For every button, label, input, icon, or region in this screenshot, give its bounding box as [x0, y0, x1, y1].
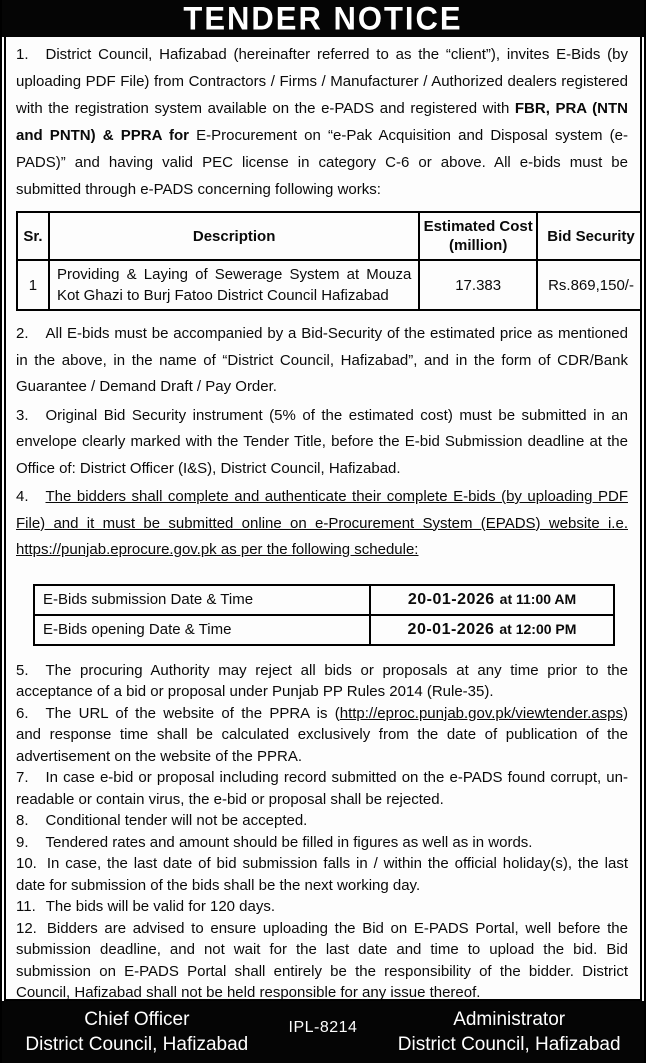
paragraph-3-text: Original Bid Security instrument (5% of the estimated cost) must be submitted in an envelope clearly marked with the Tender Title, before the E-bid Submission deadline at the Office of: District Officer (I&S), District Council, Hafizabad.	[16, 406, 628, 477]
opening-time: at 12:00 PM	[499, 620, 577, 637]
schedule-table	[33, 584, 615, 646]
paragraph-7-text: In case e-bid or proposal including record submitted on the e-PADS found corrupt, un-readable or contain virus, the e-bid or proposal shall be rejected.	[16, 769, 628, 808]
paragraph-9-number: 9.	[16, 833, 29, 851]
ppra-url-link: http://eproc.punjab.gov.pk/viewtender.asps	[339, 704, 623, 722]
opening-date: 20-01-2026	[407, 620, 495, 638]
schedule-submission-value	[370, 585, 614, 615]
paragraph-6-text: ) and response time shall be calculated exclusively from the date of publication of the advertisement on the website of the PPRA.	[16, 704, 628, 765]
paragraph-12-number: 12.	[16, 919, 37, 937]
footer-ipl-code: IPL-8214	[288, 1019, 358, 1036]
paragraph-1-text-bold: FBR, PRA (NTN and PNTN) & PPRA for	[16, 100, 628, 144]
paragraph-8	[16, 810, 628, 832]
paragraph-9	[16, 832, 628, 854]
works-header-sr: Sr.	[17, 212, 49, 260]
paragraph-4-text: The bidders shall complete and authenticate their complete E-bids (by uploading PDF File) and it must be submitted online on e-Procurement System (EPADS) website i.e. https://punjab.eprocure.gov.pk as per the following schedule:	[16, 488, 628, 558]
works-cell-sr: 1	[17, 260, 49, 310]
paragraph-1	[16, 41, 628, 203]
paragraph-4-number: 4.	[16, 488, 29, 505]
paragraph-6	[16, 703, 628, 768]
schedule-submission-label: E-Bids submission Date & Time	[34, 585, 370, 615]
paragraph-8-text: Conditional tender will not be accepted.	[45, 812, 308, 829]
paragraph-2	[16, 321, 628, 401]
footer-right-title: Administrator	[453, 1009, 566, 1030]
title-bar	[2, 0, 644, 37]
paragraph-10	[16, 853, 628, 896]
works-table-header-row	[17, 212, 642, 260]
works-cell-security: Rs.869,150/-	[537, 260, 642, 310]
paragraph-2-text: All E-bids must be accompanied by a Bid-Security of the estimated price as mentioned in the above, in the name of “District Council, Hafizabad”, and in the form of CDR/Bank Guarantee / Demand Draft / Pay Order.	[16, 325, 628, 395]
paragraph-1-number: 1.	[16, 46, 29, 63]
works-header-cost: Estimated Cost (million)	[419, 212, 537, 260]
paragraph-6-text: The URL of the website of the PPRA is (	[45, 704, 340, 722]
paragraph-8-number: 8.	[16, 812, 29, 829]
footer-signatory-left	[2, 1007, 272, 1057]
paragraph-3-number: 3.	[16, 406, 29, 424]
paragraph-4	[16, 484, 628, 564]
paragraph-10-number: 10.	[16, 855, 37, 872]
paragraph-7	[16, 767, 628, 810]
paragraph-12	[16, 918, 628, 1002]
works-table	[16, 211, 642, 311]
paragraph-11	[16, 896, 628, 918]
paragraph-5-number: 5.	[16, 661, 29, 679]
paragraph-6-number: 6.	[16, 704, 29, 722]
schedule-row-opening	[34, 615, 614, 645]
paragraph-1-text: District Council, Hafizabad (hereinafter referred to as the “client”), invites E-Bids (by uploading PDF File) from Contractors / Firms / Manufacturer / Authorized dealers registered with the registration system available on the e-PADS and registered with	[16, 46, 628, 117]
notice-body	[4, 37, 642, 1001]
schedule-row-submission	[34, 585, 614, 615]
paragraph-10-text: In case, the last date of bid submission falls in / within the official holiday(s), the last date for submission of the bids shall be the next working day.	[16, 855, 628, 894]
paragraph-5-text: The procuring Authority may reject all bids or proposals at any time prior to the acceptance of a bid or proposal under Punjab PP Rules 2014 (Rule-35).	[16, 661, 628, 700]
works-header-security: Bid Security	[537, 212, 642, 260]
schedule-opening-label: E-Bids opening Date & Time	[34, 615, 370, 645]
footer-left-subtitle: District Council, Hafizabad	[25, 1034, 249, 1055]
paragraph-5	[16, 660, 628, 703]
works-cell-cost: 17.383	[419, 260, 537, 310]
works-table-row	[17, 260, 642, 310]
paragraph-12-text: Bidders are advised to ensure uploading the Bid on E-PADS Portal, well before the submission deadline, and not wait for the last date and time to upload the bid. Bid submission on E-PADS Portal shall entirely be the responsibility of the bidder. District Council, Hafizabad shall not be held responsible for any issue thereof.	[16, 919, 628, 1001]
paragraph-11-number: 11.	[16, 898, 36, 915]
paragraph-3	[16, 403, 628, 483]
paragraph-7-number: 7.	[16, 769, 29, 786]
paragraph-9-text: Tendered rates and amount should be filled in figures as well as in words.	[45, 833, 533, 851]
footer-bar	[2, 1001, 644, 1063]
footer-left-title: Chief Officer	[84, 1009, 190, 1030]
schedule-opening-value	[370, 615, 614, 645]
footer-signatory-right	[374, 1007, 644, 1057]
footer-right-subtitle: District Council, Hafizabad	[397, 1034, 621, 1055]
paragraph-11-text: The bids will be valid for 120 days.	[45, 898, 276, 915]
paragraph-1-text: E-Procurement on “e-Pak Acquisition and Disposal system (e-PADS)” and having valid PEC license in category C-6 or above. All e-bids must be submitted through e-PADS concerning following works:	[16, 127, 628, 198]
paragraph-2-number: 2.	[16, 325, 29, 342]
works-cell-description: Providing & Laying of Sewerage System at Mouza Kot Ghazi to Burj Fatoo District Council Hafizabad	[49, 260, 419, 310]
page-title: TENDER NOTICE	[183, 0, 463, 37]
submission-date: 20-01-2026	[407, 590, 495, 608]
works-header-description: Description	[49, 212, 419, 260]
submission-time: at 11:00 AM	[499, 590, 577, 607]
